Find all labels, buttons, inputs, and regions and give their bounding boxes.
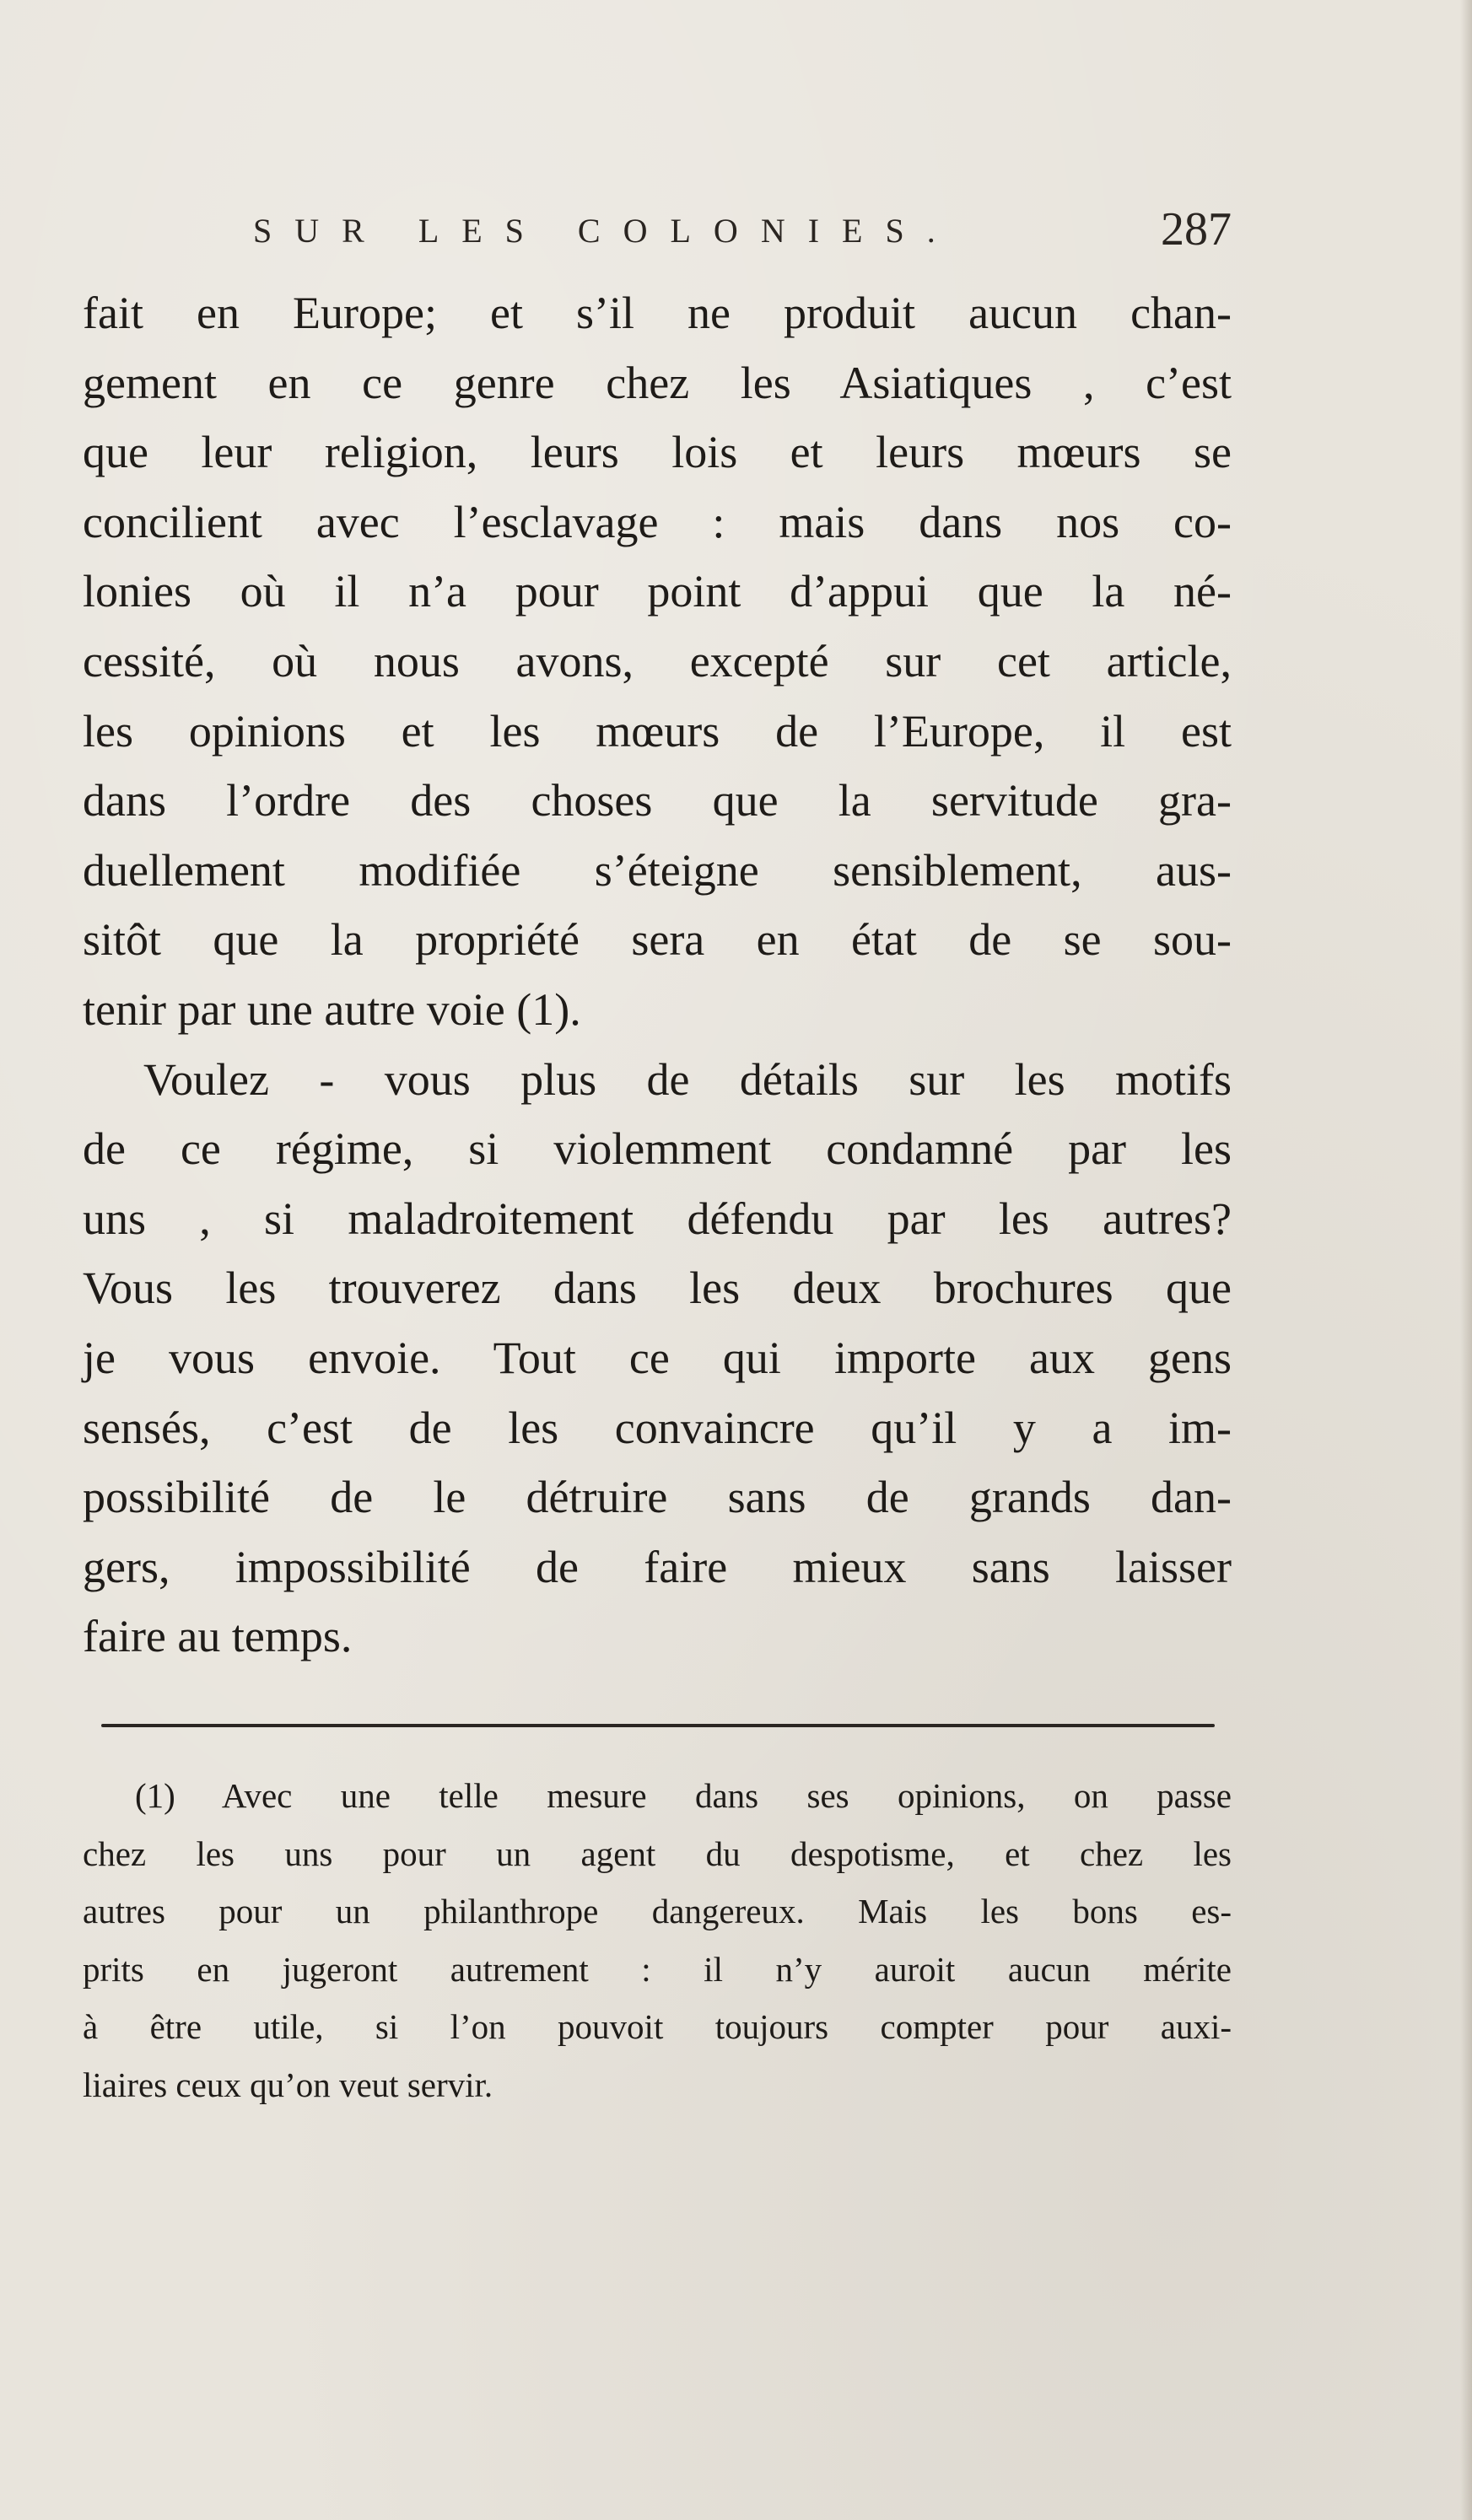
text-line: de ce régime, si violemment condamné par les [83,1123,1232,1175]
footnote-line: (1) Avec une telle mesure dans ses opinions, on passe [135,1776,1232,1815]
running-head [253,202,1232,261]
text-line: gement en ce genre chez les Asiatiques , c’est [83,357,1232,408]
running-title: SUR LES COLONIES. [253,212,958,250]
text-line: sitôt que la propriété sera en état de se sou- [83,914,1232,966]
page-number: 287 [1161,203,1232,256]
text-line: sensés, c’est de les convaincre qu’il y a im- [83,1402,1232,1453]
footnote-divider [101,1724,1215,1727]
text-line: possibilité de le détruire sans de grands dan- [83,1472,1232,1523]
footnote [83,1767,1232,2114]
text-line: dans l’ordre des choses que la servitude gra- [83,775,1232,827]
footnote-line: chez les uns pour un agent du despotisme, et chez les [83,1833,1232,1873]
footnote-line: autres pour un philanthrope dangereux. Mais les bons es- [83,1892,1232,1931]
text-line: que leur religion, leurs lois et leurs mœurs se [83,427,1232,478]
text-line: les opinions et les mœurs de l’Europe, il est [83,705,1232,757]
text-line: uns , si maladroitement défendu par les autres? [83,1193,1232,1244]
text-line: cessité, où nous avons, excepté sur cet article, [83,635,1232,687]
text-line: Vous les trouverez dans les deux brochures que [83,1263,1232,1314]
footnote-line: liaires ceux qu’on veut servir. [83,2065,493,2104]
footnote-line: à être utile, si l’on pouvoit toujours compter pour auxi- [83,2007,1232,2047]
footnote-line: prits en jugeront autrement : il n’y auroit aucun mérite [83,1949,1232,1989]
text-line: tenir par une autre voie (1). [83,983,581,1035]
text-line: fait en Europe; et s’il ne produit aucun chan- [83,288,1232,338]
text-line: faire au temps. [83,1611,353,1662]
text-line: duellement modifiée s’éteigne sensiblement, aus- [83,844,1232,896]
text-line: gers, impossibilité de faire mieux sans laisser [83,1541,1232,1592]
text-line: lonies où il n’a pour point d’appui que la né- [83,566,1232,617]
main-text [83,278,1232,1672]
text-line: concilient avec l’esclavage : mais dans nos co- [83,496,1232,547]
text-line: je vous envoie. Tout ce qui importe aux gens [83,1332,1232,1383]
text-line: Voulez - vous plus de détails sur les motifs [143,1053,1232,1105]
